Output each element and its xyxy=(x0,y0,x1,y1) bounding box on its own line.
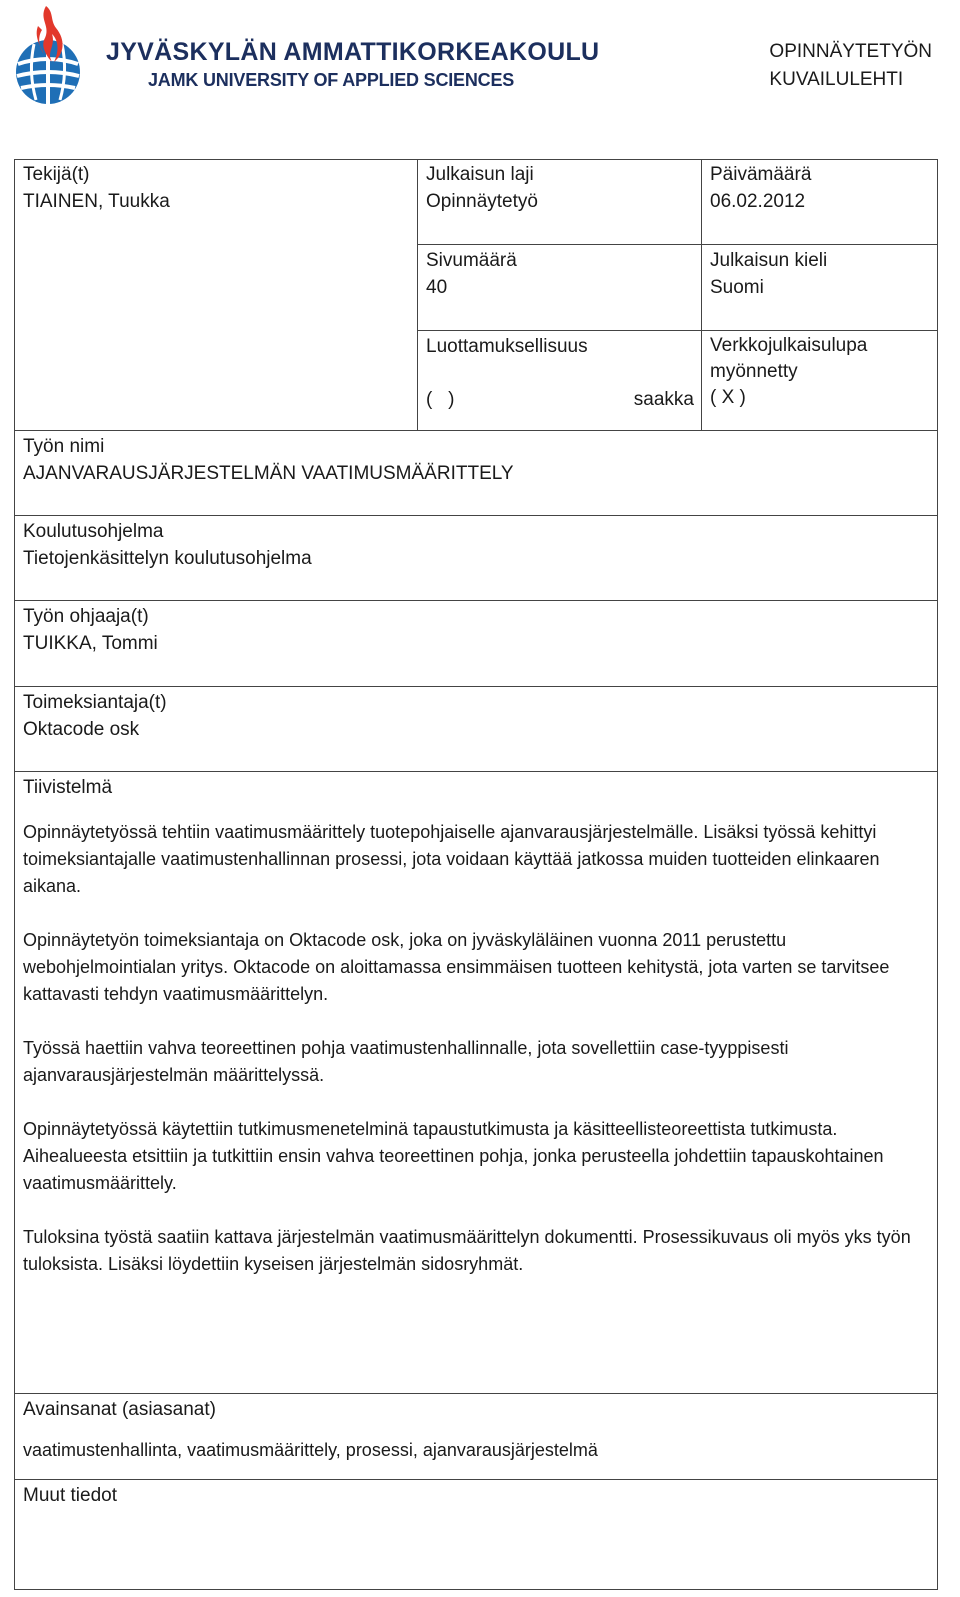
date-value: 06.02.2012 xyxy=(710,191,806,212)
confidentiality-until-label: saakka xyxy=(633,389,694,410)
keywords-cell xyxy=(23,1396,923,1464)
thesis-title-label: Työn nimi xyxy=(23,436,105,457)
abstract-paragraph: Työssä haettiin vahva teoreettinen pohja vaatimustenhallinnalle, jota sovellettiin case-tyyppisesti ajanvarausjärjestelmän määrittelyssä. xyxy=(23,1038,789,1085)
divider xyxy=(701,160,702,430)
supervisor-value: TUIKKA, Tommi xyxy=(23,633,158,654)
page-count-cell xyxy=(426,247,696,301)
author-label: Tekijä(t) xyxy=(23,164,90,185)
commissioner-value: Oktacode osk xyxy=(23,719,140,740)
keywords-value: vaatimustenhallinta, vaatimusmäärittely, prosessi, ajanvarausjärjestelmä xyxy=(23,1440,598,1460)
divider xyxy=(417,160,418,430)
divider xyxy=(15,430,937,431)
language-value: Suomi xyxy=(710,277,764,298)
jamk-logo xyxy=(8,2,600,106)
logo-text-primary: JYVÄSKYLÄN AMMATTIKORKEAKOULU xyxy=(106,38,600,66)
supervisor-cell xyxy=(23,603,923,657)
language-cell xyxy=(710,247,935,301)
degree-program-value: Tietojenkäsittelyn koulutusohjelma xyxy=(23,548,312,569)
thesis-title-value: AJANVARAUSJÄRJESTELMÄN VAATIMUSMÄÄRITTELY xyxy=(23,463,514,484)
divider xyxy=(15,1393,937,1394)
date-label: Päivämäärä xyxy=(710,164,812,185)
abstract-cell xyxy=(23,774,928,1305)
confidentiality-label: Luottamuksellisuus xyxy=(426,336,588,357)
divider xyxy=(15,515,937,516)
logo-text-secondary: JAMK UNIVERSITY OF APPLIED SCIENCES xyxy=(148,70,515,90)
document-type-line-2: KUVAILULEHTI xyxy=(769,69,904,90)
date-cell xyxy=(710,161,935,215)
abstract-label: Tiivistelmä xyxy=(23,777,113,798)
page-count-label: Sivumäärä xyxy=(426,250,517,271)
divider xyxy=(417,330,937,331)
other-info-label: Muut tiedot xyxy=(23,1485,117,1506)
publication-type-value: Opinnäytetyö xyxy=(426,191,538,212)
web-permission-label: Verkkojulkaisulupa myönnetty xyxy=(710,335,868,382)
commissioner-label: Toimeksiantaja(t) xyxy=(23,692,167,713)
thesis-title-cell xyxy=(23,433,923,487)
author-value: TIAINEN, Tuukka xyxy=(23,191,170,212)
divider xyxy=(15,771,937,772)
web-permission-checkbox[interactable]: ( X ) xyxy=(710,387,746,408)
confidentiality-cell xyxy=(426,333,694,423)
document-type-line-1: OPINNÄYTETYÖN xyxy=(769,41,932,62)
web-permission-cell xyxy=(710,333,900,411)
language-label: Julkaisun kieli xyxy=(710,250,828,271)
document-type xyxy=(769,38,932,94)
degree-program-label: Koulutusohjelma xyxy=(23,521,164,542)
page-count-value: 40 xyxy=(426,277,448,298)
abstract-paragraph: Opinnäytetyön toimeksiantaja on Oktacode osk, joka on jyväskyläläinen vuonna 2011 perustettu webohjelmointialan yritys. Oktacode on aloittamassa ensimmäisen tuotteen kehitystä, jota varten se tarvitsee kattavasti tehdyn vaatimusmäärittelyn. xyxy=(23,930,890,1004)
jamk-emblem-icon xyxy=(8,2,100,106)
divider xyxy=(417,244,937,245)
degree-program-cell xyxy=(23,518,923,572)
keywords-label: Avainsanat (asiasanat) xyxy=(23,1399,216,1420)
divider xyxy=(15,686,937,687)
divider xyxy=(15,600,937,601)
description-form xyxy=(14,159,938,1590)
commissioner-cell xyxy=(23,689,923,743)
abstract-paragraph: Opinnäytetyössä tehtiin vaatimusmäärittely tuotepohjaiselle ajanvarausjärjestelmälle. Lisäksi työssä kehittyi toimeksiantajalle vaatimustenhallinnan prosessi, jota voidaan käyttää jatkossa muiden tuotteiden elinkaaren aikana. xyxy=(23,822,880,896)
divider xyxy=(15,1479,937,1480)
author-cell xyxy=(23,161,413,215)
other-info-cell xyxy=(23,1482,923,1509)
publication-type-label: Julkaisun laji xyxy=(426,164,534,185)
abstract-paragraph: Tuloksina työstä saatiin kattava järjestelmän vaatimusmäärittelyn dokumentti. Prosessikuvaus oli myös yks työn tuloksista. Lisäksi löydettiin kyseisen järjestelmän sidosryhmät. xyxy=(23,1227,911,1274)
abstract-paragraph: Opinnäytetyössä käytettiin tutkimusmenetelminä tapaustutkimusta ja käsitteellisteoreettista tutkimusta. Aihealueesta etsittiin ja tutkittiin ensin vahva teoreettinen pohja, jonka perusteella johdettiin tapauskohtainen vaatimusmäärittely. xyxy=(23,1119,884,1193)
supervisor-label: Työn ohjaaja(t) xyxy=(23,606,149,627)
publication-type-cell xyxy=(426,161,696,215)
confidentiality-checkbox[interactable]: ( ) xyxy=(426,389,455,410)
